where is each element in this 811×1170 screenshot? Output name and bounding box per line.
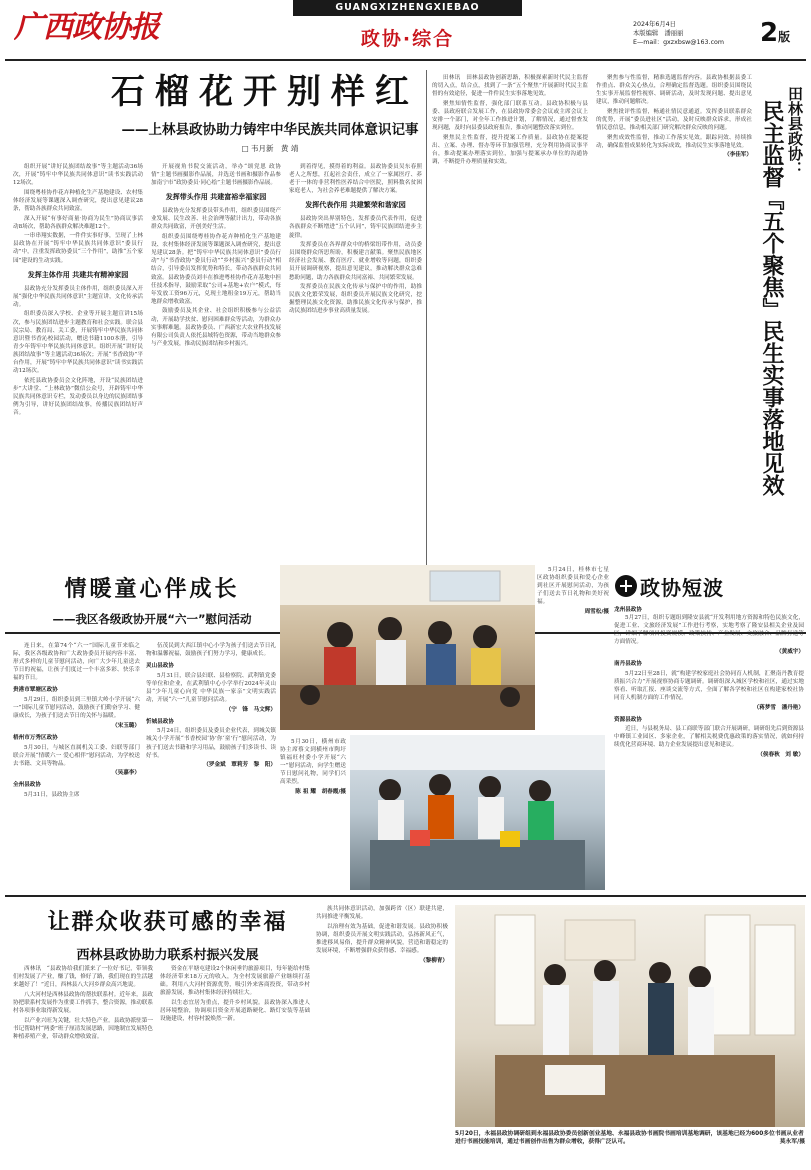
caption-photo-top-text: 5月24日，桂林市七星区政协组织委员和爱心企业到社区开展慰问活动，为孩子们送去节日礼物和美好祝福。 bbox=[537, 567, 609, 606]
caption-photo-top bbox=[537, 566, 609, 726]
photo-classroom bbox=[280, 565, 535, 730]
article1-col3-p1: 到着得见，摸得着的利益。县政协委员吴东春照老人之所想，扛起社会责任，成立了一家属医疗、养老于一体的非营利性医养结合中医院，照料数名贫困家庭老人，为社会养老难题提供了解决方案。 bbox=[289, 164, 422, 195]
article1-col3b-p3: 发挥委员在民族文化传承与保护中的作用，助推民族文化繁荣发展，组织委员开展民族文化研究，挖掘整理民族文化资源，助推民族文化传承与保护，推动民族团结进步事业高质量发展。 bbox=[289, 284, 422, 315]
middle-section-rule bbox=[5, 895, 806, 897]
masthead-banner bbox=[293, 0, 522, 16]
article3-subtitle: 西林县政协助力联系村振兴发展 bbox=[76, 948, 259, 963]
sidebar-p1: 田林讯 田林县政协创新思路，积极探索新时代民主监督的切入点，结合点，找到了一条“五个聚焦”开展新时代民主监督的有效途径，促进一件件民生实事落地见效。 bbox=[432, 75, 588, 98]
article1-section3-heading: 发挥代表作用 共建繁荣和谐家园 bbox=[305, 201, 406, 210]
article1-section1-heading: 发挥主体作用 共建共有精神家园 bbox=[27, 270, 129, 279]
masthead-logo bbox=[14, 2, 164, 54]
briefs-icon bbox=[614, 574, 638, 598]
sidebar-p3: 聚焦民主性监督，提升提案工作质量。县政协在提案提出、立案、办理、督办等环节加强管理，充分利用协商议事平台，推动提案办理落实到位，加强与提案承办单位的沟通协调，不断提升办理质量和实效。 bbox=[432, 134, 588, 165]
photo-classroom-art bbox=[280, 565, 535, 730]
article3-col1-p2: 八大河村是西林县政协的帮扶联系村。近年来，县政协把联系村发展作为重要工作抓手，整合资源，推动联系村各项事业取得新发展。 bbox=[13, 991, 153, 1014]
article1-subtitle: ——上林县政协助力铸牢中华民族共同体意识记事 bbox=[121, 122, 419, 138]
article1-col1b-p3: 依托县政协委员会文化阵地，开设“民族团结进步”大讲堂、“上林政协”微信公众号，开辟铸牢中华民族共同体意识专栏，发动委员以身边的民族团结事例为引导，讲好民族团结故事，传播民族团结好声音。 bbox=[13, 377, 143, 417]
brief1-sig: （黄威宇） bbox=[776, 648, 804, 655]
article2-item3-head: 全州县政协 bbox=[13, 782, 41, 789]
article1-title: 石榴花开别样红 bbox=[111, 72, 419, 112]
caption-photo-top-sig: 周雪松/摄 bbox=[584, 608, 609, 615]
article2-item2-head: 梧州市万秀区政协 bbox=[13, 734, 58, 741]
brief3-body: 近日，与县税务局、县工商联等部门联合开展调研，调研组先后到资源县中峰镇工业园区、多家企业，了解相关税费优惠政策的落实情况，就如何持续优化营商环境、助力企业发展提出意见和建议。 bbox=[614, 726, 804, 749]
article3-column-2 bbox=[160, 965, 310, 1163]
article3-signature: （黎柳青） bbox=[420, 957, 448, 964]
photo-calligraphy bbox=[455, 905, 805, 1127]
sidebar-p6: 聚焦成效性监督，推动工作落实见效。跟踪问效、持续推动，确保监督成果转化为实际成效，推动民生实事落地见效。 bbox=[596, 134, 752, 149]
article2-col2-p1: 伍茂民到大西江镇中心小学为孩子们送去节日礼物和温馨祝福，鼓励孩子们努力学习，健康成长。 bbox=[146, 643, 276, 658]
article2-item5-head: 忻城县政协 bbox=[146, 718, 174, 725]
page-number-unit: 版 bbox=[778, 30, 791, 44]
article1-col1-p3: 深入开展“有事好商量·协商为民生”协商议事活动8场次，帮助各族群众解决难题12个。 bbox=[13, 215, 143, 230]
caption-photo-mid bbox=[280, 738, 346, 888]
article1-col3b-p1: 县政协突出界别特色，发挥委员代表作用，促进各族群众不断增进“五个认同”，铸牢民族团结进步主旋律。 bbox=[289, 216, 422, 239]
article3-column-1 bbox=[13, 965, 153, 1163]
article1-col1b-p2: 组织委员深入学校、企业等开展主题宣讲15场次，参与民族团结进步主题教育和社会实践。联合县民宗局、教育局、关工委，开展铸牢中华民族共同体意识暨书香沁校园活动，赠送书籍1100本册，引导青少年铸牢中华民族共同体意识。组织开展“讲好民族团结故事”等主题活动36场次；开展“书香政协”平台作用，开展“铸牢中华民族共同体意识”读书实践活动12场次。 bbox=[13, 311, 143, 375]
article1-col1-p4: 一串串翔实数据，一件件实事好事，呈现了上林县政协在开展“铸牢中华民族共同体意识”委员行动”中，注重发挥政协委员“三个作用”，助推“五个家园”建设的生动实践。 bbox=[13, 233, 143, 264]
article1-col1-p2: 围绕粤桂协作花卉种植化生产基地建设、农村集体经济发展等课题深入调查研究，提出意见建议28条，帮助各族群众共同致富。 bbox=[13, 189, 143, 212]
article2-item5-sig: （罗金斌 覃莉芳 黎 阳） bbox=[203, 762, 276, 769]
briefs-header bbox=[614, 572, 804, 600]
article2-title-text: 情暖童心伴成长 bbox=[64, 577, 240, 602]
article2-column-1 bbox=[13, 642, 140, 892]
article3-title-block bbox=[20, 905, 315, 963]
article1-column-1 bbox=[13, 163, 143, 628]
caption-photo-bottom-sig: 莫永军/摄 bbox=[779, 1139, 805, 1146]
article2-item2-body: 5月30日，与城区直属机关工委、妇联等部门联合开展“情暖六一 爱心相伴”慰问活动，为学校送去书籍、文具等物品。 bbox=[13, 744, 140, 767]
sidebar-p5: 聚焦批评性监督，畅通社情民意通道。发挥委员联系群众的优势，开展“委员进社区”活动，及时反映群众诉求，形成社情民意信息，推动相关部门研究解决群众反映的问题。 bbox=[596, 108, 752, 132]
sidebar-signature: （李佳军） bbox=[724, 152, 752, 159]
article2-item5-body: 5月24日，组织委员及委员企业代表，到城关镇城关小学开展“书香校园‘协’你‘童’行”慰问活动，为孩子们送去书籍和学习用品，鼓励孩子们多读书、读好书。 bbox=[146, 728, 276, 759]
article1-section2-heading: 发挥带头作用 共建富裕幸福家园 bbox=[165, 193, 267, 202]
article3-column-3 bbox=[316, 905, 448, 1163]
brief2-body: 5月22日至28日，就“构建学校家庭社会协同育人机制，汇聚南丹教育提质振兴合力”开展视察协商专题调研。调研组深入城区学校和社区，通过实地察看、听取汇报、座谈交流等方式，全面了解各学校和社区在构建家校社协同育人机制方面的工作情况。 bbox=[614, 670, 804, 701]
section-title: 政协·综合 bbox=[360, 28, 455, 50]
article2-item1-head: 贵港市覃塘区政协 bbox=[13, 687, 58, 694]
article1-byline: □ 韦月新 黄 靖 bbox=[241, 144, 299, 153]
brief3-sig: （侯春秋 刘 敏） bbox=[757, 752, 804, 758]
issue-date: 2024年6月4日 bbox=[633, 21, 676, 28]
brief3-head: 资源县政协 bbox=[614, 716, 642, 723]
article3-col1-p3: 以产业兴旺为关键，壮大特色产业。县政协派驻第一书记帮助村“两委”班子厘清发展思路，因地制宜发展特色种植养殖产业，带动群众增收致富。 bbox=[13, 1017, 153, 1040]
article3-col3-p2: 以治理有效为基础，促进和谐发展。县政协积极协调，组织委员开展文明实践活动，弘扬新风正气，推进移风易俗，提升群众精神风貌，营造和谐稳定的发展环境，不断增强群众获得感、幸福感。 bbox=[316, 923, 448, 954]
article1-col1b-p1: 县政协充分发挥委员主体作用，组织委员深入开展“强化中华民族共同体意识”主题宣讲，文化传承活动。 bbox=[13, 285, 143, 308]
article3-col1-p1: 西林讯 “县政协给我们派来了一位好书记，带领我们村发展了产业，赚了钱，修好了路，我们现在的生活越来越好了！”近日，西林县八大河乡群众高兴地说。 bbox=[13, 966, 153, 989]
article2-title-block bbox=[18, 572, 286, 627]
article2-item2-sig: （吴嘉李） bbox=[112, 770, 140, 777]
article3-col2-p2: 以生态宜居为重点，提升乡村风貌。县政协深入推进人居环境整治，协调项目资金开展道路硬化、路灯安装等基础设施建设，村容村貌焕然一新。 bbox=[160, 999, 310, 1023]
masthead-rule bbox=[5, 59, 806, 61]
article1-col3b-p2: 发挥委员在各界群众中的桥梁纽带作用，动员委员围绕群众所思所盼，积极建言献策。聚焦民族地区经济社会发展、教育医疗、就业增收等问题，组织委员开展调研视察，提出意见建议，推动解决群众急难愁盼问题，助力各族群众共同富裕、共同繁荣发展。 bbox=[289, 242, 422, 281]
article3-title: 让群众收获可感的幸福 bbox=[47, 910, 288, 935]
article2-item4-body: 5月31日，联合县妇联、县检察院、武利镇党委等单位和企业，在武利镇中心小学举行2024年灵山县“少年儿童心向党 中华民族一家亲”文明实践活动，开展“六一”儿童节慰问活动。 bbox=[146, 672, 276, 704]
page-number bbox=[760, 18, 810, 48]
brief2-head: 南丹县政协 bbox=[614, 661, 642, 668]
sidebar-p4: 聚焦参与性监督，精准选题监督内容。县政协根据县委工作重点、群众关心热点，合理确定监督选题。组织委员围绕民生实事开展监督性视察、调研活动，及时发现问题、提出意见建议，推动问题解决。 bbox=[596, 75, 752, 106]
article2-item3-body: 5月31日，县政协主席 bbox=[24, 792, 80, 798]
editor-email: E—mail：gxzxbsw@163.com bbox=[633, 39, 725, 46]
briefs-title: 政协短波 bbox=[640, 576, 724, 600]
article2-item4-sig: （宁 锋 马文辉） bbox=[225, 706, 276, 713]
photo-gifts bbox=[350, 735, 605, 890]
photo-calligraphy-art bbox=[455, 905, 805, 1127]
masthead-logo-text: 广西政协报 bbox=[14, 10, 159, 45]
masthead-meta bbox=[633, 20, 753, 47]
article3-col3-p1: 族共同体意识活动，加强跨省（区）联建共建，共同推进平衡发展。 bbox=[316, 906, 448, 921]
caption-photo-mid-sig: 陈 祖 耀 胡春霞/摄 bbox=[295, 789, 346, 796]
article2-column-2 bbox=[146, 642, 276, 892]
photo-gifts-art bbox=[350, 735, 605, 890]
page-editor: 本版编辑 潘丽丽 bbox=[633, 30, 684, 37]
article1-col1-p1: 组织开展“讲好民族团结故事”等主题活动36场次，开展“铸牢中华民族共同体意识”读书实践活动12场次。 bbox=[13, 164, 143, 187]
article1-col2b-p1: 县政协充分发挥委员带头作用，组织委员围绕产业发展、民生改善、社会治理等献计出力，带动各族群众共同致富，开创美好生活。 bbox=[151, 208, 281, 231]
article1-col2b-p2: 组织委员围绕粤桂协作花卉种植化生产基地建设、农村集体经济发展等课题深入调查研究，提出意见建议28条。把“铸牢中华民族共同体意识”委员行动”与“书香政协”委员行动”“乡村振兴”委员行动”相结合，引导委员发挥优势和特长，带动各族群众共同致富。县政协委员刘丰在推进粤桂协作花卉基地中担任技术指导，鼓励采取“公司+基地+农户”模式，每年发放工资96万元，兑现土地租金19万元，帮助当地群众增收致富。 bbox=[151, 234, 281, 305]
masthead-pinyin: GUANGXIZHENGXIEBAO bbox=[335, 2, 480, 13]
caption-photo-bottom bbox=[455, 1130, 805, 1146]
sidebar-title-line1: 田林县政协： bbox=[786, 86, 804, 176]
caption-photo-bottom-text: 5月20日，永福县政协调研组到永福县政协委员创新创业基地、永福县政协书画院书画培训基地调研，该基地已经为600多位书画从业者进行书画技能培训，通过书画创作出售为群众增收，获得广泛认可。 bbox=[455, 1131, 804, 1146]
article2-intro: 连日来，在第74个“六一”国际儿童节来临之际，我区各级政协和广大政协委员开展内容丰富、形式多样的儿童节慰问活动，向广大少年儿童送去节日的祝福，让孩子们度过一个丰富多彩、快乐幸福的节日。 bbox=[13, 643, 140, 682]
article1-col2-p1: 开展视角书院交流活动，举办“颂党恩 政协情”主题书画摄影作品展，并选送书画和摄影作品参加南宁市“政协委员·同心绘”主题书画摄影作品展。 bbox=[151, 164, 281, 187]
article1-column-3 bbox=[289, 163, 422, 628]
column-divider bbox=[426, 70, 427, 630]
article2-item4-head: 灵山县政协 bbox=[146, 663, 174, 670]
sidebar-article-body bbox=[432, 74, 752, 566]
brief1-body: 5月27日，组织专题组到隆安县就“开发利用地方资源和特色民族文化，促进工业、文旅经济发展”工作进行考察，实地考察了隆安县相关企业及园区，详细了解项目投资规模、政策扶持、产业发展、文旅融合、品牌打造等方面情况。 bbox=[614, 615, 804, 646]
article3-col2-p1: 资金在平塘屯建设2个休闲垂钓旅游项目，每年能给村集体经济带来18万元的收入，为全村发展旅游产业继续打基础。利用八大河村资源优势，吸引外来客商投资，带动乡村旅游发展，推动村集体经济持续壮大。 bbox=[160, 966, 310, 997]
briefs-body bbox=[614, 606, 804, 896]
brief2-sig: （蒋梦雪 潘丹艳） bbox=[753, 704, 804, 711]
article1-column-2 bbox=[151, 163, 281, 628]
sidebar-p2: 聚焦知情性监督，强化部门联系互动。县政协积极与县委、县政府联合发展工作，在县政协常委会会议或主席会议上安排一个部门，对全年工作推进计划，了解情况，通过督查发现问题，及时向县委县政府报告，推动问题整改落实到位。 bbox=[432, 100, 588, 132]
brief1-head: 龙州县政协 bbox=[614, 607, 642, 613]
article2-item1-sig: （宋玉璐） bbox=[112, 722, 140, 729]
caption-photo-mid-text: 5月30日，横州市政协主席蔡文到横州市陶圩镇福旺村委小学开展“六一”慰问活动，向学生赠送节日慰问礼物，同学们兴高采烈。 bbox=[280, 739, 346, 786]
sidebar-title-line2: 民主监督『五个聚焦』民生实事落地见效 bbox=[759, 100, 784, 496]
article2-item1-body: 5月29日，组织委员到三里镇大岭小学开展“六一”国际儿童节慰问活动，鼓励孩子们勤奋学习、健康成长，为孩子们送去节日的关怀与温暖。 bbox=[13, 697, 140, 720]
page-number-digit: 2 bbox=[760, 18, 779, 48]
article1-col2b-p3: 鼓励委员及其企业、社会组织积极参与公益活动，开展助学扶贫、慰问困难群众等活动，为群众办实事解难题。县政协委员、广西新宏大农业科技发展有限公司负责人依托县域特色资源，带动当地群众参与产业发展，推动民族团结和乡村振兴。 bbox=[151, 308, 281, 347]
article2-subtitle: ——我区各级政协开展“六一”慰问活动 bbox=[52, 612, 252, 626]
